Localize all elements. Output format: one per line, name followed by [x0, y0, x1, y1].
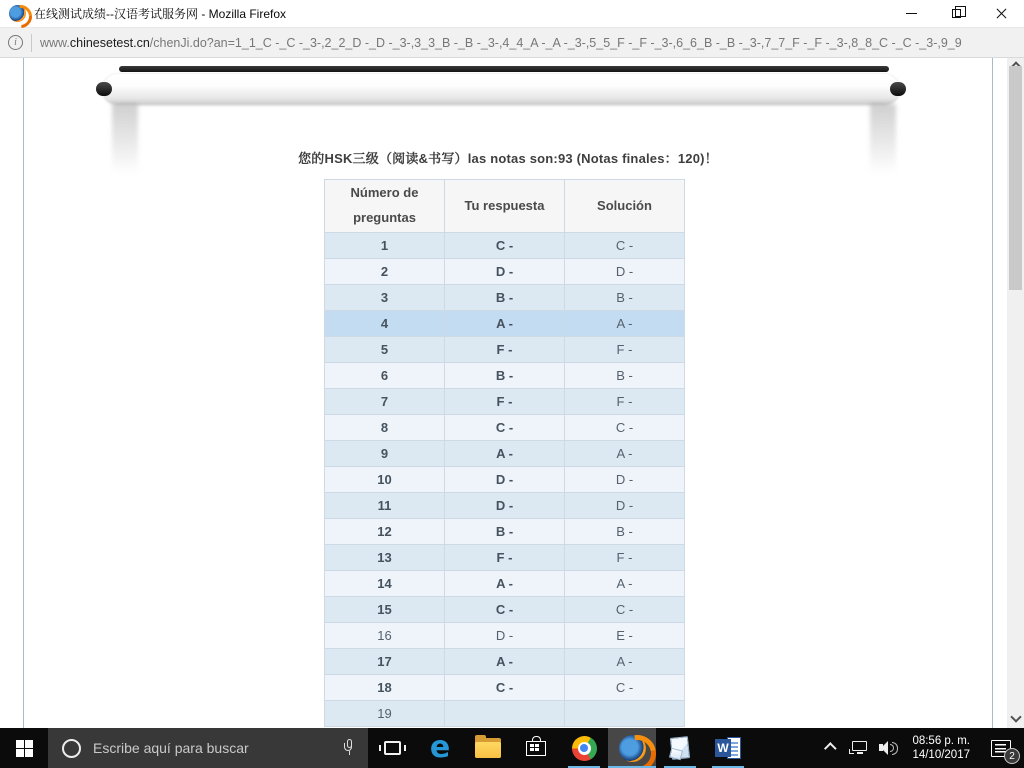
file-explorer-button[interactable] [464, 728, 512, 768]
question-number-cell: 6 [325, 363, 445, 389]
cortana-icon [62, 739, 81, 758]
chrome-icon [572, 736, 597, 761]
question-number-cell: 9 [325, 441, 445, 467]
task-view-icon [384, 741, 401, 755]
question-number-cell: 1 [325, 233, 445, 259]
your-answer-cell [445, 701, 565, 727]
system-tray [810, 728, 1024, 768]
your-answer-cell: A - [445, 311, 565, 337]
header-solution: Solución [565, 180, 685, 233]
question-number-cell: 8 [325, 415, 445, 441]
your-answer-cell: A - [445, 571, 565, 597]
search-input[interactable] [93, 740, 338, 756]
scrollbar-thumb[interactable] [1009, 66, 1022, 290]
action-center-button[interactable] [978, 728, 1024, 768]
close-button[interactable] [979, 0, 1024, 27]
table-row[interactable] [325, 259, 685, 285]
question-number-cell: 5 [325, 337, 445, 363]
start-button[interactable] [0, 728, 48, 768]
firefox-button[interactable] [608, 728, 656, 768]
solution-cell: A - [565, 649, 685, 675]
minimize-button[interactable] [889, 0, 934, 27]
table-row[interactable] [325, 597, 685, 623]
table-row[interactable] [325, 519, 685, 545]
question-number-cell: 14 [325, 571, 445, 597]
table-row[interactable] [325, 311, 685, 337]
your-answer-cell: F - [445, 545, 565, 571]
header-question-number: Número de preguntas [325, 180, 445, 233]
your-answer-cell: D - [445, 493, 565, 519]
solution-cell: F - [565, 389, 685, 415]
results-table-head [325, 180, 685, 233]
store-button[interactable] [512, 728, 560, 768]
solution-cell: B - [565, 519, 685, 545]
score-heading: 您的HSK三级（阅读&书写）las notas son:93 (Notas finales：120)！ [298, 151, 718, 166]
your-answer-cell: F - [445, 337, 565, 363]
question-number-cell: 10 [325, 467, 445, 493]
notepad-button[interactable] [656, 728, 704, 768]
solution-cell: D - [565, 467, 685, 493]
edge-icon: e [429, 730, 451, 765]
window-titlebar [0, 0, 1024, 28]
scroll-knob-right-icon [890, 82, 906, 96]
firefox-icon [619, 735, 646, 762]
folder-icon [475, 738, 501, 758]
scroll-banner-roller [103, 74, 899, 104]
taskbar [0, 728, 1024, 768]
url-path: /chenJi.do?an=1_1_C -_C -_3-,2_2_D -_D -_3-,3_3_B -_B -_3-,4_4_A -_A -_3-,5_5_F -_F -_3-,6_6_B -_B -_3-,7_7_F -_F -_3-,8_8_C -_C -_3-,9_9 [149, 35, 962, 50]
your-answer-cell: D - [445, 259, 565, 285]
your-answer-cell: A - [445, 441, 565, 467]
scroll-knob-left-icon [96, 82, 112, 96]
edge-button[interactable] [416, 728, 464, 768]
your-answer-cell: D - [445, 623, 565, 649]
question-number-cell: 18 [325, 675, 445, 701]
table-row[interactable] [325, 675, 685, 701]
solution-cell: A - [565, 311, 685, 337]
scrollbar-down-icon[interactable] [1011, 714, 1020, 723]
header-your-answer: Tu respuesta [445, 180, 565, 233]
url-prefix: www. [40, 35, 70, 50]
question-number-cell: 12 [325, 519, 445, 545]
windows-logo-icon [16, 740, 33, 757]
question-number-cell: 3 [325, 285, 445, 311]
your-answer-cell: B - [445, 363, 565, 389]
your-answer-cell: D - [445, 467, 565, 493]
question-number-cell: 13 [325, 545, 445, 571]
browser-viewport [0, 58, 1024, 728]
your-answer-cell: B - [445, 519, 565, 545]
window-controls [889, 0, 1024, 27]
table-row[interactable] [325, 467, 685, 493]
question-number-cell: 16 [325, 623, 445, 649]
clock-date: 14/10/2017 [912, 749, 970, 761]
table-row[interactable] [325, 493, 685, 519]
chevron-up-icon [824, 742, 837, 755]
clock-button[interactable] [904, 728, 978, 768]
microphone-icon[interactable] [344, 739, 354, 757]
header-row [325, 180, 685, 233]
table-row[interactable] [325, 285, 685, 311]
restore-button[interactable] [934, 0, 979, 27]
question-number-cell: 2 [325, 259, 445, 285]
word-button[interactable] [704, 728, 752, 768]
speaker-icon [879, 740, 899, 756]
vertical-scrollbar[interactable] [1007, 58, 1024, 728]
your-answer-cell: C - [445, 233, 565, 259]
chrome-button[interactable] [560, 728, 608, 768]
solution-cell: B - [565, 363, 685, 389]
firefox-logo-icon [9, 5, 26, 22]
close-icon [996, 8, 1007, 19]
solution-cell: B - [565, 285, 685, 311]
solution-cell: C - [565, 233, 685, 259]
solution-cell [565, 701, 685, 727]
table-row[interactable] [325, 649, 685, 675]
tray-expand-button[interactable] [810, 728, 844, 768]
table-row[interactable] [325, 571, 685, 597]
table-row[interactable] [325, 545, 685, 571]
solution-cell: A - [565, 571, 685, 597]
table-row[interactable] [325, 363, 685, 389]
solution-cell: C - [565, 415, 685, 441]
restore-icon [952, 9, 961, 18]
scroll-banner-top-bar [119, 66, 889, 72]
table-row[interactable] [325, 233, 685, 259]
page-container [23, 58, 993, 728]
volume-button[interactable] [874, 728, 904, 768]
solution-cell: C - [565, 597, 685, 623]
your-answer-cell: C - [445, 415, 565, 441]
question-number-cell: 7 [325, 389, 445, 415]
question-number-cell: 17 [325, 649, 445, 675]
store-icon [526, 741, 546, 756]
solution-cell: D - [565, 493, 685, 519]
site-info-icon[interactable]: i [8, 35, 23, 50]
window-title: 在线测试成绩--汉语考试服务网 - Mozilla Firefox [34, 7, 287, 21]
clock-time: 08:56 p. m. [912, 735, 970, 747]
your-answer-cell: B - [445, 285, 565, 311]
solution-cell: F - [565, 545, 685, 571]
table-row[interactable] [325, 441, 685, 467]
table-row[interactable] [325, 415, 685, 441]
address-field[interactable] [40, 36, 1024, 50]
question-number-cell: 4 [325, 311, 445, 337]
question-number-cell: 19 [325, 701, 445, 727]
question-number-cell: 11 [325, 493, 445, 519]
notification-badge: 2 [1004, 748, 1020, 764]
your-answer-cell: A - [445, 649, 565, 675]
solution-cell: C - [565, 675, 685, 701]
network-button[interactable] [844, 728, 874, 768]
solution-cell: F - [565, 337, 685, 363]
your-answer-cell: C - [445, 597, 565, 623]
solution-cell: A - [565, 441, 685, 467]
minimize-icon [906, 13, 917, 14]
solution-cell: E - [565, 623, 685, 649]
question-number-cell: 15 [325, 597, 445, 623]
table-row[interactable] [325, 337, 685, 363]
url-domain: chinesetest.cn [69, 35, 150, 50]
results-table-body [325, 233, 685, 727]
your-answer-cell: F - [445, 389, 565, 415]
url-separator [31, 34, 32, 52]
network-icon [849, 740, 869, 756]
results-table [324, 179, 685, 727]
taskbar-search-box[interactable] [48, 728, 368, 768]
table-row[interactable] [325, 389, 685, 415]
your-answer-cell: C - [445, 675, 565, 701]
task-view-button[interactable] [368, 728, 416, 768]
url-bar [0, 28, 1024, 58]
solution-cell: D - [565, 259, 685, 285]
notepad-icon [669, 736, 691, 760]
table-row[interactable] [325, 701, 685, 727]
table-row[interactable] [325, 623, 685, 649]
word-icon: W [715, 736, 741, 760]
